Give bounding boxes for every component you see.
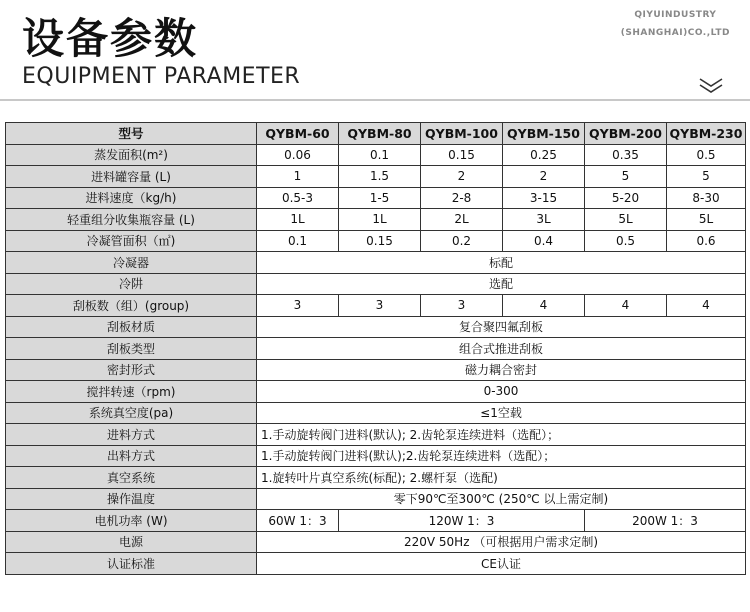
row-label: 电机功率 (W): [6, 510, 257, 532]
table-cell: 2L: [421, 209, 503, 231]
table-cell: 4: [503, 295, 585, 317]
table-cell: 220V 50Hz （可根据用户需求定制): [257, 531, 746, 553]
page-title-en: EQUIPMENT PARAMETER: [22, 64, 301, 89]
table-cell: 2: [421, 166, 503, 188]
table-row: [6, 445, 746, 467]
table-row: [6, 553, 746, 575]
table-cell: 0.1: [339, 144, 421, 166]
row-label: 操作温度: [6, 488, 257, 510]
row-label: 刮板类型: [6, 338, 257, 360]
row-label: 轻重组分收集瓶容量 (L): [6, 209, 257, 231]
table-cell: 0.06: [257, 144, 339, 166]
table-cell: 0-300: [257, 381, 746, 403]
row-label: 刮板材质: [6, 316, 257, 338]
table-cell: 选配: [257, 273, 746, 295]
model-column-header: QYBM-80: [339, 123, 421, 145]
double-chevron-down-icon: [698, 76, 724, 94]
table-cell: 0.1: [257, 230, 339, 252]
row-label: 冷凝器: [6, 252, 257, 274]
table-cell: 3: [339, 295, 421, 317]
table-row: [6, 359, 746, 381]
row-label: 密封形式: [6, 359, 257, 381]
table-cell: 0.15: [339, 230, 421, 252]
table-cell: 标配: [257, 252, 746, 274]
table-row: [6, 424, 746, 446]
model-header-label: 型号: [6, 123, 257, 145]
table-cell: 5L: [585, 209, 667, 231]
model-column-header: QYBM-60: [257, 123, 339, 145]
table-row: [6, 381, 746, 403]
table-cell: 复合聚四氟刮板: [257, 316, 746, 338]
table-row: [6, 252, 746, 274]
table-cell: 1.手动旋转阀门进料(默认);2.齿轮泵连续进料（选配）；: [257, 445, 746, 467]
header-divider: [0, 99, 750, 101]
row-label: 出料方式: [6, 445, 257, 467]
table-cell: 60W 1：3: [257, 510, 339, 532]
table-cell: 8-30: [667, 187, 746, 209]
row-label: 系统真空度(pa): [6, 402, 257, 424]
page-title-cn: 设备参数: [22, 14, 199, 63]
table-cell: 0.25: [503, 144, 585, 166]
table-cell: 1.手动旋转阀门进料(默认); 2.齿轮泵连续进料（选配）；: [257, 424, 746, 446]
table-row: [6, 402, 746, 424]
table-cell: 3: [257, 295, 339, 317]
table-cell: 组合式推进刮板: [257, 338, 746, 360]
table-cell: 1L: [257, 209, 339, 231]
table-cell: 5-20: [585, 187, 667, 209]
table-row: [6, 338, 746, 360]
row-label: 进料罐容量 (L): [6, 166, 257, 188]
table-cell: 1: [257, 166, 339, 188]
table-row: [6, 316, 746, 338]
table-cell: 0.35: [585, 144, 667, 166]
row-label: 进料方式: [6, 424, 257, 446]
table-cell: 0.5: [585, 230, 667, 252]
table-header-row: [6, 123, 746, 145]
table-cell: CE认证: [257, 553, 746, 575]
table-cell: 0.2: [421, 230, 503, 252]
table-row: [6, 488, 746, 510]
table-cell: 1-5: [339, 187, 421, 209]
table-row: [6, 273, 746, 295]
table-cell: 200W 1：3: [585, 510, 746, 532]
table-cell: 1.5: [339, 166, 421, 188]
company-name: [621, 6, 730, 42]
table-row: [6, 531, 746, 553]
table-cell: 5: [585, 166, 667, 188]
row-label: 刮板数（组）(group): [6, 295, 257, 317]
row-label: 搅拌转速（rpm): [6, 381, 257, 403]
table-cell: 0.5: [667, 144, 746, 166]
table-cell: 2-8: [421, 187, 503, 209]
table-cell: 3-15: [503, 187, 585, 209]
table-row: [6, 230, 746, 252]
row-label: 进料速度（kg/h): [6, 187, 257, 209]
model-column-header: QYBM-200: [585, 123, 667, 145]
row-label: 冷阱: [6, 273, 257, 295]
model-column-header: QYBM-230: [667, 123, 746, 145]
table-row: [6, 295, 746, 317]
table-cell: ≤1空载: [257, 402, 746, 424]
row-label: 蒸发面积(m²): [6, 144, 257, 166]
table-cell: 1.旋转叶片真空系统(标配); 2.螺杆泵（选配): [257, 467, 746, 489]
row-label: 电源: [6, 531, 257, 553]
table-row: [6, 166, 746, 188]
table-cell: 4: [667, 295, 746, 317]
table-cell: 0.6: [667, 230, 746, 252]
table-cell: 5: [667, 166, 746, 188]
table-cell: 零下90℃至300℃ (250℃ 以上需定制): [257, 488, 746, 510]
model-column-header: QYBM-100: [421, 123, 503, 145]
row-label: 冷凝管面积（㎡): [6, 230, 257, 252]
table-cell: 120W 1：3: [339, 510, 585, 532]
table-row: [6, 209, 746, 231]
parameter-table: [5, 122, 746, 575]
table-cell: 2: [503, 166, 585, 188]
company-name-line2: (SHANGHAI)CO.,LTD: [620, 28, 730, 38]
table-row: [6, 510, 746, 532]
table-cell: 4: [585, 295, 667, 317]
company-name-line1: QIYUINDUSTRY: [634, 10, 717, 20]
table-row: [6, 144, 746, 166]
model-column-header: QYBM-150: [503, 123, 585, 145]
table-cell: 3: [421, 295, 503, 317]
table-cell: 0.4: [503, 230, 585, 252]
row-label: 真空系统: [6, 467, 257, 489]
table-cell: 磁力耦合密封: [257, 359, 746, 381]
table-row: [6, 467, 746, 489]
table-row: [6, 187, 746, 209]
table-cell: 0.5-3: [257, 187, 339, 209]
row-label: 认证标准: [6, 553, 257, 575]
table-cell: 0.15: [421, 144, 503, 166]
table-cell: 1L: [339, 209, 421, 231]
table-cell: 3L: [503, 209, 585, 231]
table-cell: 5L: [667, 209, 746, 231]
